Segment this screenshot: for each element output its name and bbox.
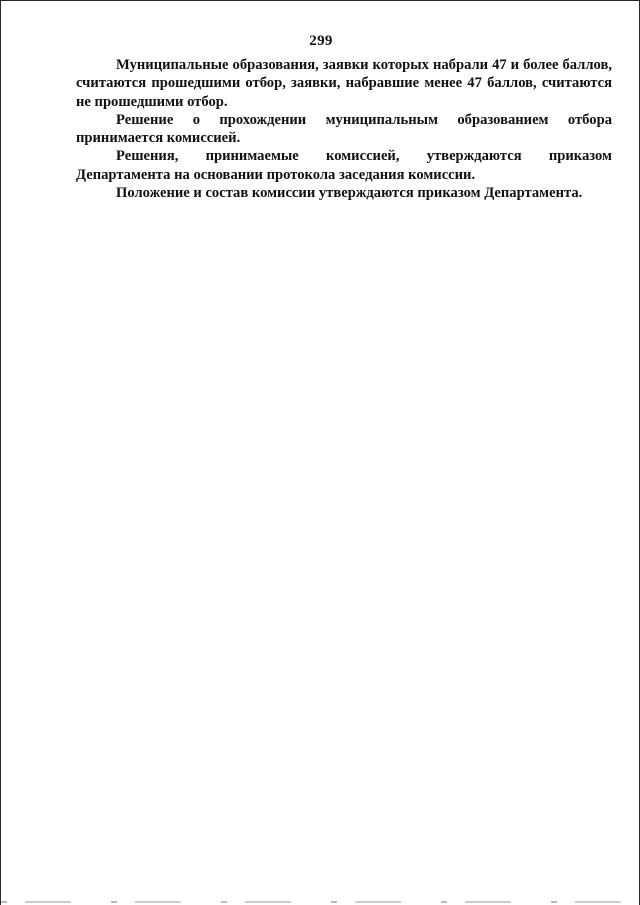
- scan-bottom-edge: [1, 901, 640, 903]
- paragraph-selection-threshold: Муниципальные образования, заявки которых набрали 47 и более баллов, считаются прошедшими отбор, заявки, набравшие менее 47 баллов, считаются не прошедшими отбор.: [76, 57, 612, 110]
- page-number: 299: [309, 33, 333, 49]
- document-body: [76, 56, 612, 202]
- paragraph-decisions-approval: Решения, принимаемые комиссией, утверждаются приказом Департамента на основании протокола заседания комиссии.: [76, 148, 612, 183]
- paragraph-commission-decision: Решение о прохождении муниципальным образованием отбора принимается комиссией.: [76, 111, 612, 147]
- paragraph-commission-composition: Положение и состав комиссии утверждаются приказом Департамента.: [116, 185, 583, 202]
